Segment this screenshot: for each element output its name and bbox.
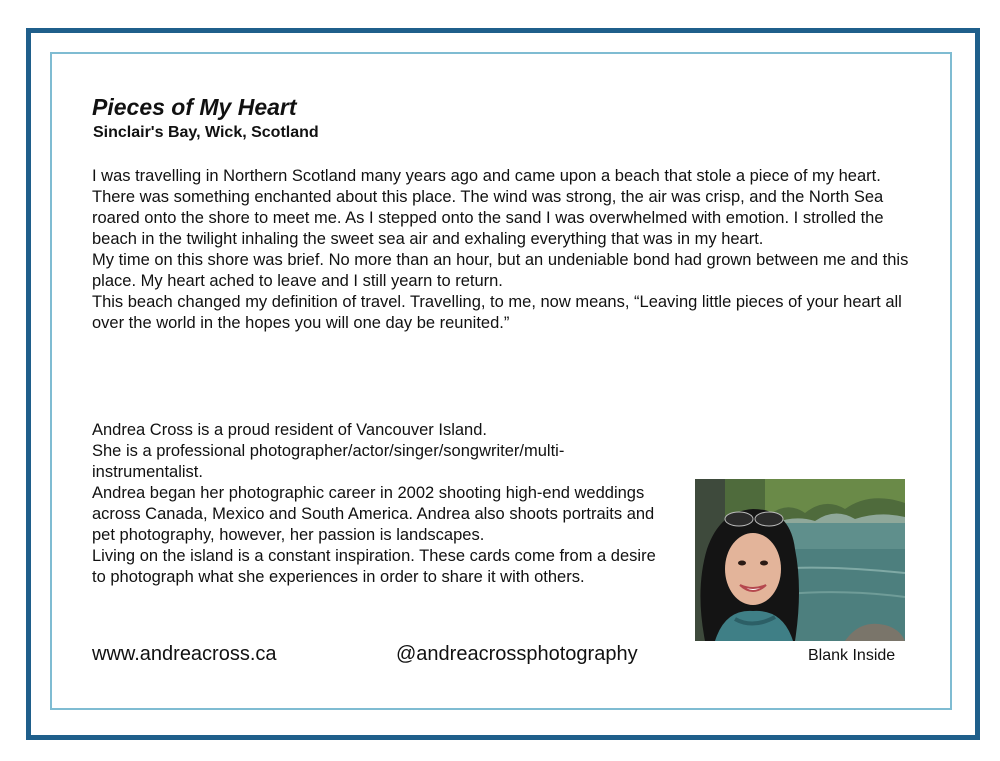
social-handle-link[interactable]: @andreacrossphotography [396,643,638,665]
blank-inside-label: Blank Inside [808,647,896,664]
story-paragraph: My time on this shore was brief. No more than an hour, but an undeniable bond had grown between me and this place. My heart ached to leave and I still yearn to return. [92,251,909,290]
bio-paragraph: Andrea Cross is a proud resident of Vancouver Island. [92,421,487,439]
card-location: Sinclair's Bay, Wick, Scotland [93,124,319,141]
story-paragraph: This beach changed my definition of travel. Travelling, to me, now means, “Leaving little pieces of your heart all over the world in the hopes you will one day be reunited.” [92,293,902,332]
story-paragraph: I was travelling in Northern Scotland many years ago and came upon a beach that stole a piece of my heart. There was something enchanted about this place. The wind was strong, the air was crisp, and the North Sea roared onto the shore to meet me. As I stepped onto the sand I was overwhelmed with emotion. I strolled the beach in the twilight inhaling the sweet sea air and exhaling everything that was in my heart. [92,167,884,248]
author-photo [695,479,905,641]
author-bio [92,420,667,588]
story-text [92,166,912,334]
bio-paragraph: Living on the island is a constant inspiration. These cards come from a desire to photograph what she experiences in order to share it with others. [92,547,656,586]
bio-paragraph: She is a professional photographer/actor/singer/songwriter/multi-instrumentalist. [92,442,565,481]
card-title: Pieces of My Heart [92,94,297,120]
website-link[interactable]: www.andreacross.ca [92,643,277,665]
bio-paragraph: Andrea began her photographic career in 2002 shooting high-end weddings across Canada, Mexico and South America. Andrea also shoots portraits and pet photography, however, her passion is landscapes. [92,484,655,544]
